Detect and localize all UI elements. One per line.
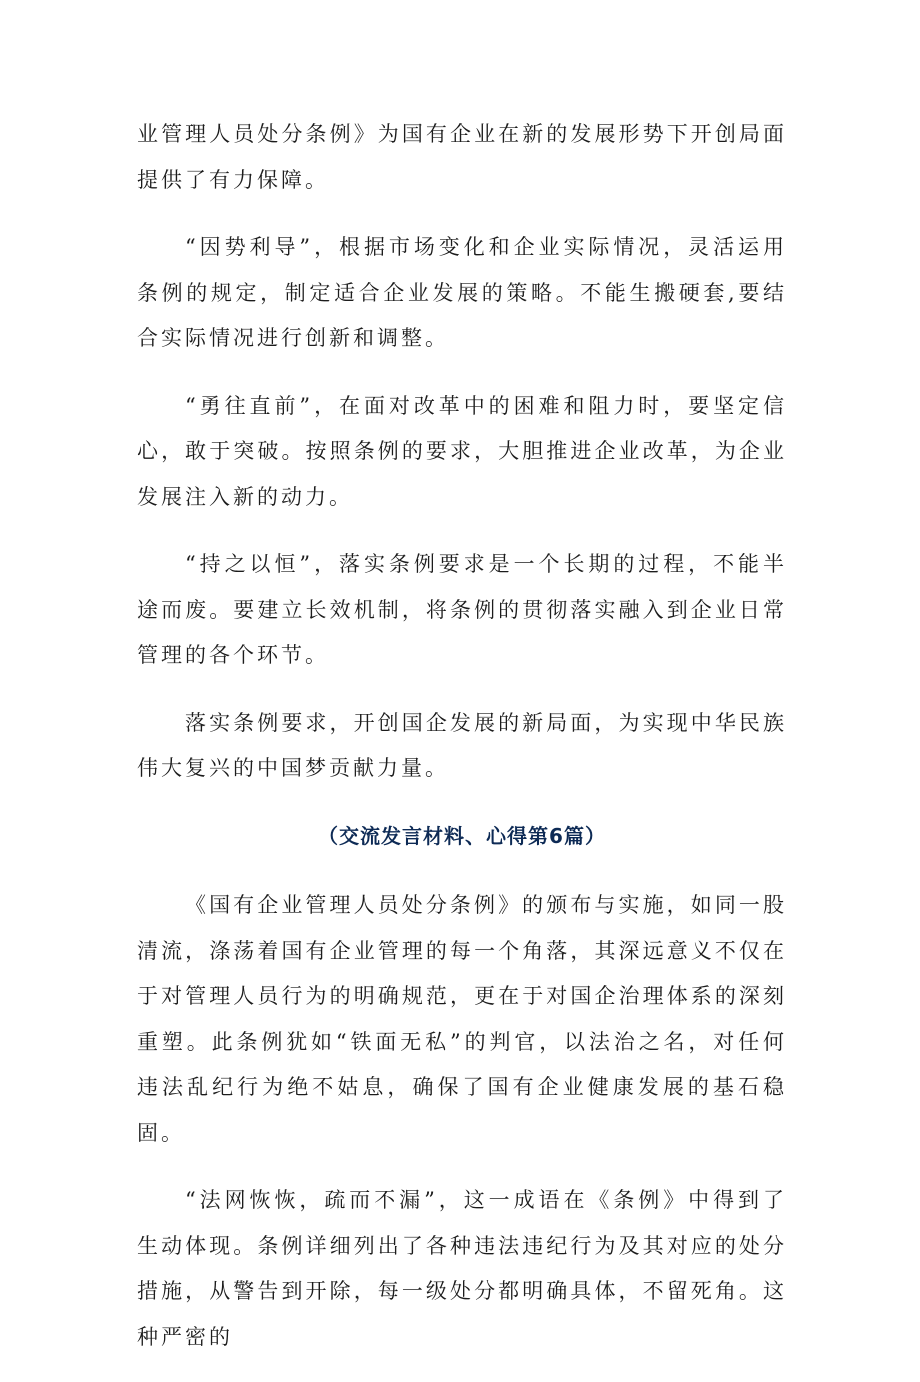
document-page	[137, 112, 787, 1382]
paragraph-regulation-intro: 《国有企业管理人员处分条例》的颁布与实施，如同一股清流，涤荡着国有企业管理的每一个角落，其深远意义不仅在于对管理人员行为的明确规范，更在于对国企治理体系的深刻重塑。此条例犹如“铁面无私”的判官，以法治之名，对任何违法乱纪行为绝不姑息，确保了国有企业健康发展的基石稳固。	[137, 893, 787, 1145]
paragraph-persevere: “持之以恒”，落实条例要求是一个长期的过程，不能半途而废。要建立长效机制，将条例的贯彻落实融入到企业日常管理的各个环节。	[137, 552, 787, 667]
paragraph-forward: “勇往直前”，在面对改革中的困难和阻力时，要坚定信心，敢于突破。按照条例的要求，大胆推进企业改革，为企业发展注入新的动力。	[137, 393, 787, 509]
paragraph-conclusion: 落实条例要求，开创国企发展的新局面，为实现中华民族伟大复兴的中国梦贡献力量。	[137, 710, 787, 780]
paragraph-regulation-detail: “法网恢恢，疏而不漏”，这一成语在《条例》中得到了生动体现。条例详细列出了各种违法违纪行为及其对应的处分措施，从警告到开除，每一级处分都明确具体，不留死角。这种严密的	[137, 1188, 787, 1349]
paragraph-continuation: 业管理人员处分条例》为国有企业在新的发展形势下开创局面提供了有力保障。	[137, 122, 787, 192]
section-heading: （交流发言材料、心得第6篇）	[318, 823, 606, 848]
paragraph-adapt: “因势利导”，根据市场变化和企业实际情况，灵活运用条例的规定，制定适合企业发展的策略。不能生搬硬套,要结合实际情况进行创新和调整。	[137, 235, 787, 350]
